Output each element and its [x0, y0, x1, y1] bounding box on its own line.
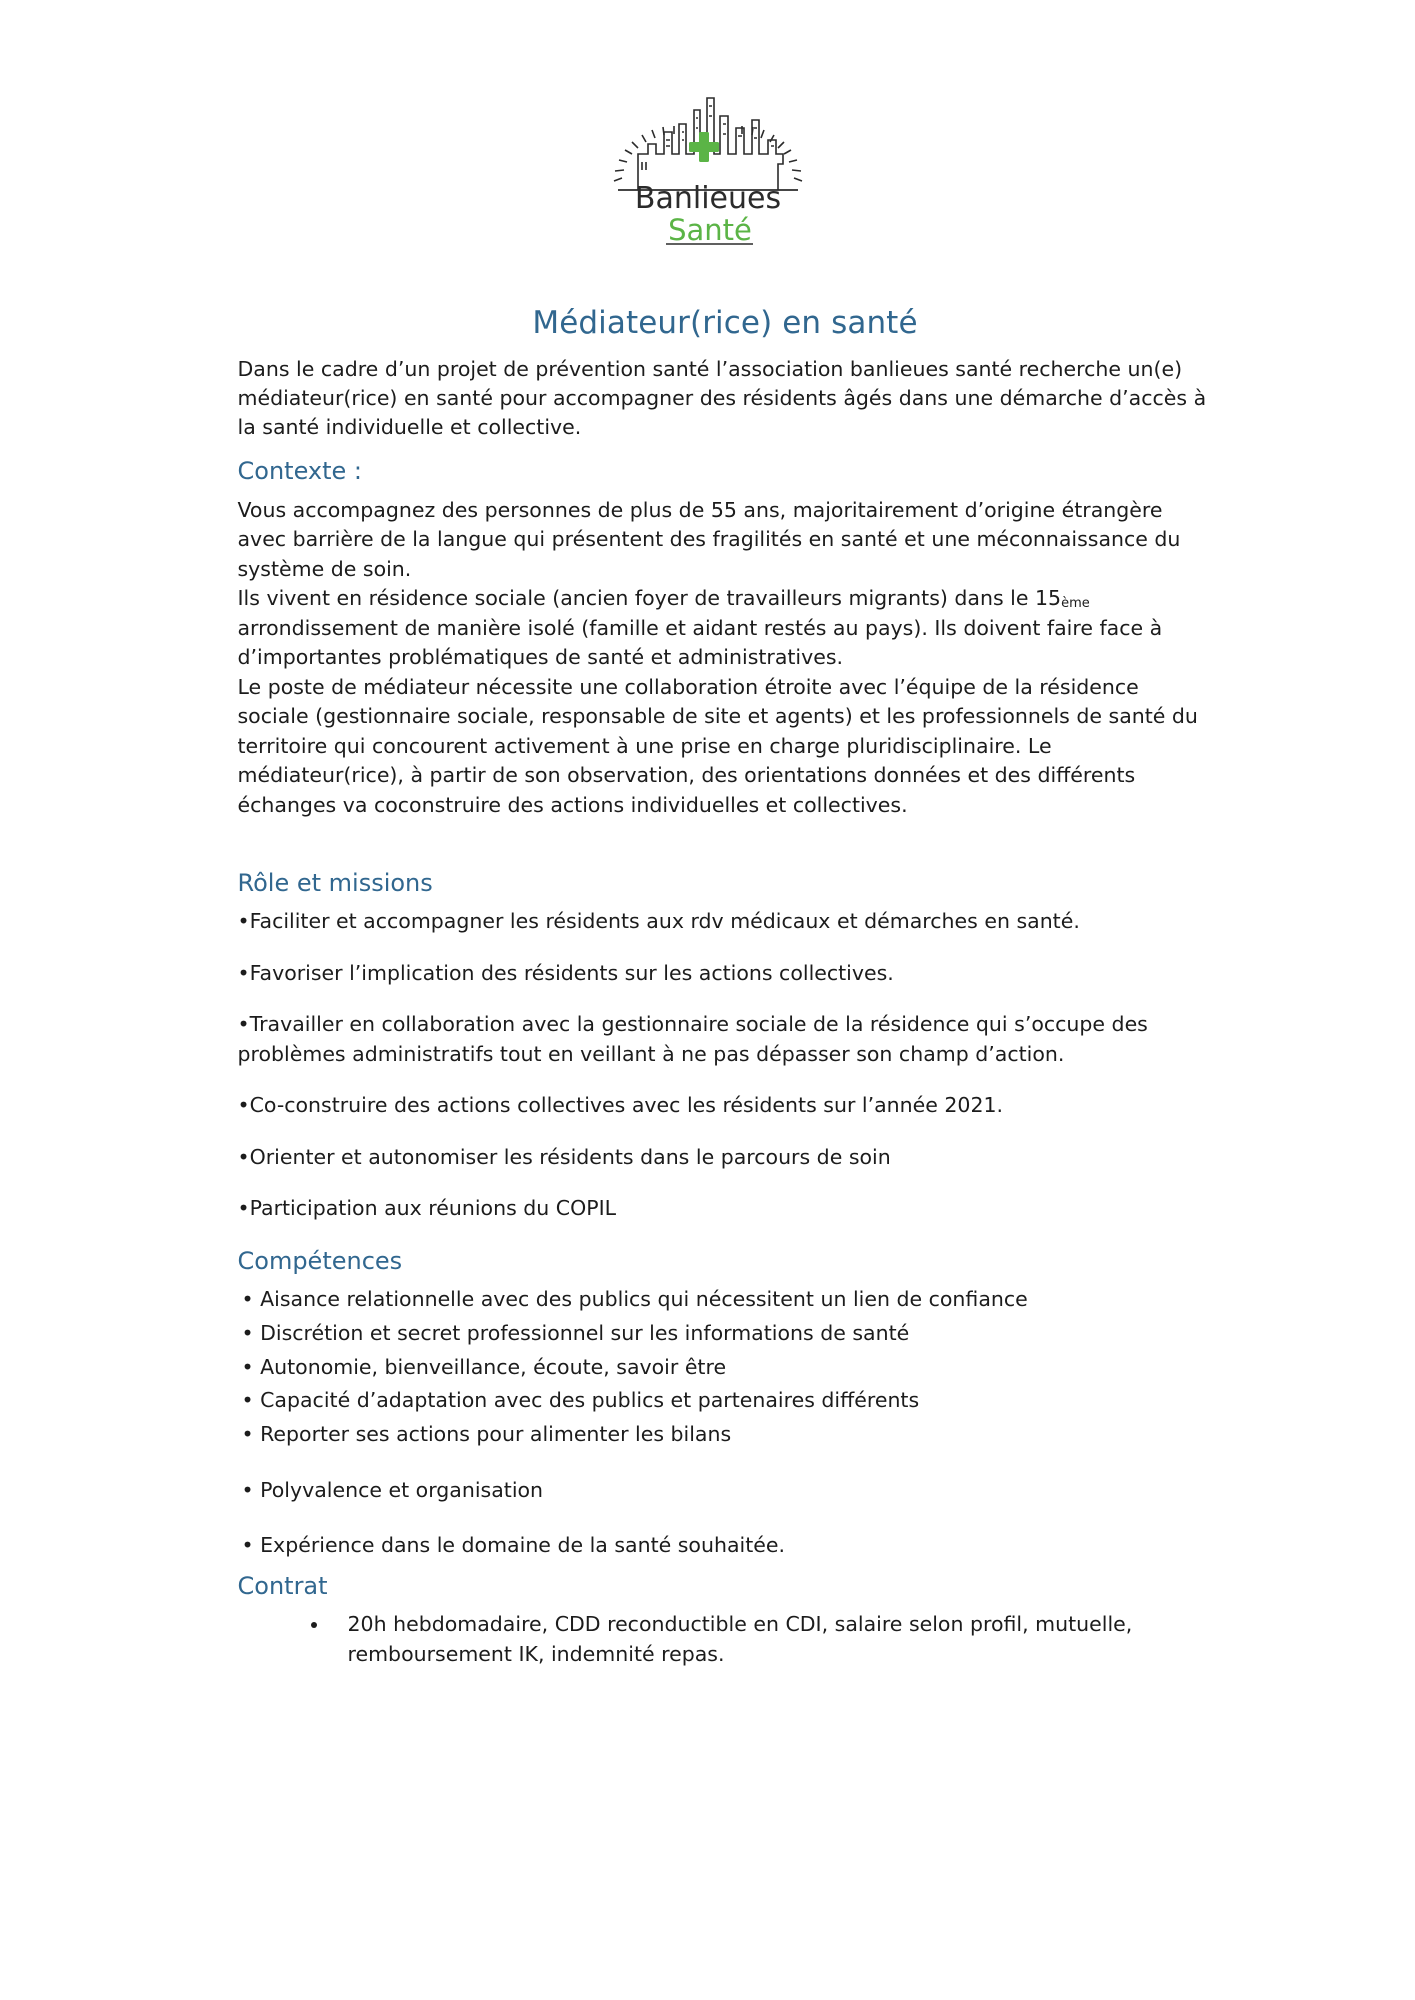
list-item: •Travailler en collaboration avec la gestionnaire sociale de la résidence qui s’occupe des problèmes administratifs tout en veillant à ne pas dépasser son champ d’action. [237, 1012, 1148, 1066]
list-item: • Polyvalence et organisation [241, 1477, 544, 1502]
section-heading-contrat: Contrat [237, 1572, 328, 1601]
list-item: • Aisance relationnelle avec des publics qui nécessitent un lien de confiance [241, 1287, 1028, 1312]
logo-header [0, 0, 1415, 253]
list-item: •Co-construire des actions collectives avec les résidents sur l’année 2021. [237, 1093, 1004, 1118]
ordinal-suffix: ème [1061, 596, 1090, 612]
contexte-paragraph-1: Vous accompagnez des personnes de plus de 55 ans, majoritairement d’origine étrangère avec barrière de la langue qui présentent des fragilités en santé et une méconnaissance du système de soin. [237, 497, 1181, 581]
list-item: •Orienter et autonomiser les résidents dans le parcours de soin [237, 1144, 891, 1169]
list-item: • Expérience dans le domaine de la santé souhaitée. [241, 1533, 786, 1558]
logo-word-sante: Santé [667, 213, 752, 247]
competences-list [238, 1285, 1213, 1561]
document-content [163, 305, 1253, 1670]
section-heading-competences: Compétences [237, 1246, 403, 1275]
contexte-paragraph-2 [238, 584, 1213, 673]
logo-icon [578, 58, 838, 253]
contexte-body [238, 496, 1213, 821]
section-heading-role: Rôle et missions [237, 869, 433, 898]
contexte-paragraph-3: Le poste de médiateur nécessite une collaboration étroite avec l’équipe de la résidence sociale (gestionnaire sociale, responsable de site et agents) et les professionnels de santé du territoire qui concourent activement à une prise en charge pluridisciplinaire. Le médiateur(rice), à partir de son observation, des orientations données et des différents échanges va coconstruire des actions individuelles et collectives. [237, 674, 1198, 817]
page-title: Médiateur(rice) en santé [532, 305, 918, 341]
intro-paragraph: Dans le cadre d’un projet de prévention santé l’association banlieues santé recherche un(e) médiateur(rice) en santé pour accompagner des résidents âgés dans une démarche d’accès à la santé individuelle et collective. [237, 357, 1207, 440]
list-item: • Discrétion et secret professionnel sur les informations de santé [241, 1320, 910, 1345]
list-item: •Favoriser l’implication des résidents sur les actions collectives. [237, 960, 894, 985]
list-item: • Autonomie, bienveillance, écoute, savoir être [241, 1354, 727, 1379]
contexte-p2-before: Ils vivent en résidence sociale (ancien foyer de travailleurs migrants) dans le 15 [237, 586, 1062, 611]
contrat-list [238, 1610, 1213, 1669]
banlieues-sante-logo [578, 58, 838, 253]
logo-word-banlieues: Banlieues [634, 181, 781, 216]
list-item: • Capacité d’adaptation avec des publics et partenaires différents [241, 1388, 920, 1413]
list-item: • 20h hebdomadaire, CDD reconductible en CDI, salaire selon profil, mutuelle, remboursement IK, indemnité repas. [330, 1610, 1213, 1669]
list-item: •Faciliter et accompagner les résidents aux rdv médicaux et démarches en santé. [237, 909, 1080, 934]
list-item: •Participation aux réunions du COPIL [237, 1196, 617, 1221]
section-heading-contexte: Contexte : [237, 457, 362, 486]
contexte-p2-after: arrondissement de manière isolé (famille et aidant restés au pays). Ils doivent faire face à d’importantes problématiques de santé et administratives. [237, 615, 1163, 670]
list-item: • Reporter ses actions pour alimenter les bilans [241, 1422, 732, 1447]
spacer [238, 820, 1213, 854]
role-list [238, 907, 1213, 1224]
